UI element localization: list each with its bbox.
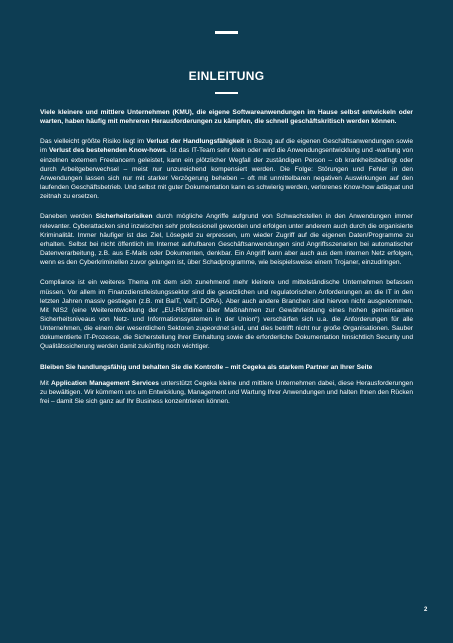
p1-bold-1: Verlust der Handlungsfähigkeit	[146, 138, 245, 146]
top-accent-bar	[215, 31, 238, 34]
intro-text: Viele kleinere und mittlere Unternehmen (KMU), die eigene Softwareanwendungen im Hause selbst entwickeln oder warten, haben häufig mit mehreren Herausforderungen zu kämpfen, die schnell geschäftskritisch werden können.	[40, 109, 413, 126]
p1-text-c: in Bezug auf die eigenen Geschäftsanwendungen sowie im	[40, 138, 414, 155]
p4-text-c: unterstützt Cegeka kleine und mittlere Unternehmen dabei, diese Herausforderungen zu bewältigen. Wir kümmern uns um Entwicklung, Management und Wartung Ihrer Anwendungen und halten Ihnen den Rücken frei – damit Sie sich ganz auf Ihr Business konzentrieren können.	[40, 379, 414, 406]
p2-text-a: Daneben werden	[40, 213, 96, 221]
p4-bold: Application Management Services	[51, 379, 159, 387]
subheading	[40, 363, 413, 372]
p2-text-c: durch mögliche Angriffe aufgrund von Schwachstellen in den Anwendungen immer relevanter. Cyberattacken sind inzwischen sehr professionell geworden und erfolgen unter anderem auch durch die organisierte Kriminalität. Immer häufiger ist das Ziel, Lösegeld zu erpressen, um wieder Zugriff auf die eigenen Daten/Programme zu erhalten. Selbst bei nicht öffentlich im Internet aufrufbaren Geschäftsanwendungen sind Angriffsszenarien bei automatischer Datenverarbeitung, z.B. aus E-Mails oder Dokumenten, denkbar. Ein Angriff kann aber auch aus dem internen Netz erfolgen, wenn es den Cyberkriminellen zuvor gelungen ist, über Schadprogramme, wie beispielsweise einem Trojaner, einzudringen.	[40, 213, 413, 267]
body-text	[40, 108, 413, 417]
paragraph-sicherheitsrisiken	[40, 212, 413, 267]
paragraph-handlungsfaehigkeit	[40, 137, 413, 201]
page-title: EINLEITUNG	[188, 69, 265, 83]
p1-bold-2: Verlust des bestehenden Know-hows	[48, 147, 166, 155]
subheading-text: Bleiben Sie handlungsfähig und behalten Sie die Kontrolle – mit Cegeka als starkem Partner an Ihrer Seite	[40, 363, 373, 371]
page-number: 2	[424, 607, 428, 613]
title-underline	[215, 92, 238, 94]
p1-text-a: Das vielleicht größte Risiko liegt im	[40, 138, 147, 146]
paragraph-compliance: Compliance ist ein weiteres Thema mit dem sich zunehmend mehr kleinere und mittelständische Unternehmen befassen müssen. Vor allem im Finanzdienstleistungssektor sind die gesetzlichen und regulatorischen Anforderungen an die IT in den letzten Jahren massiv gestiegen (z.B. mit BaIT, VaIT, DORA). Aber auch andere Branchen sind hiervon nicht ausgenommen. Mit NIS2 (eine Weiterentwicklung der „EU-Richtlinie über Maßnahmen zur Gewährleistung eines hohen gemeinsamen Sicherheitsniveaus von Netz- und Informationssystemen in der Union“) verschärfen sich u.a. die Anforderungen für alle Unternehmen, die einem der wesentlichen Sektoren zugeordnet sind, und dies betrifft nicht nur große Organisationen. Sauber dokumentierte IT-Prozesse, die Sicherstellung ihrer Einhaltung sowie die erforderliche Dokumentation hinsichtlich Security und Qualitätssicherung werden damit zukünftig noch wichtiger.	[40, 279, 413, 351]
p2-bold: Sicherheitsrisiken	[95, 213, 153, 221]
intro-paragraph	[40, 108, 413, 126]
paragraph-ams	[40, 379, 413, 406]
p1-text-d: . Ist das IT-Team sehr klein oder wird die Anwendungsentwicklung und -wartung von einzelnen externen Freelancern geleistet, kann ein plötzlicher Wegfall der zuständigen Person – ob krankheitsbedingt oder durch Arbeitgeberwechsel – meist nur unzureichend kompensiert werden. Die Folge: Störungen und Fehler in den Anwendungen lassen sich nur mit starker Verzögerung beheben – oft mit unmittelbaren negativen Auswirkungen auf den laufenden Geschäftsbetrieb. Und selbst mit guter Dokumentation kann es schwierig werden, verlorenes Know-how adäquat und zeitnah zu ersetzen.	[40, 147, 413, 201]
p4-text-a: Mit	[40, 379, 52, 387]
